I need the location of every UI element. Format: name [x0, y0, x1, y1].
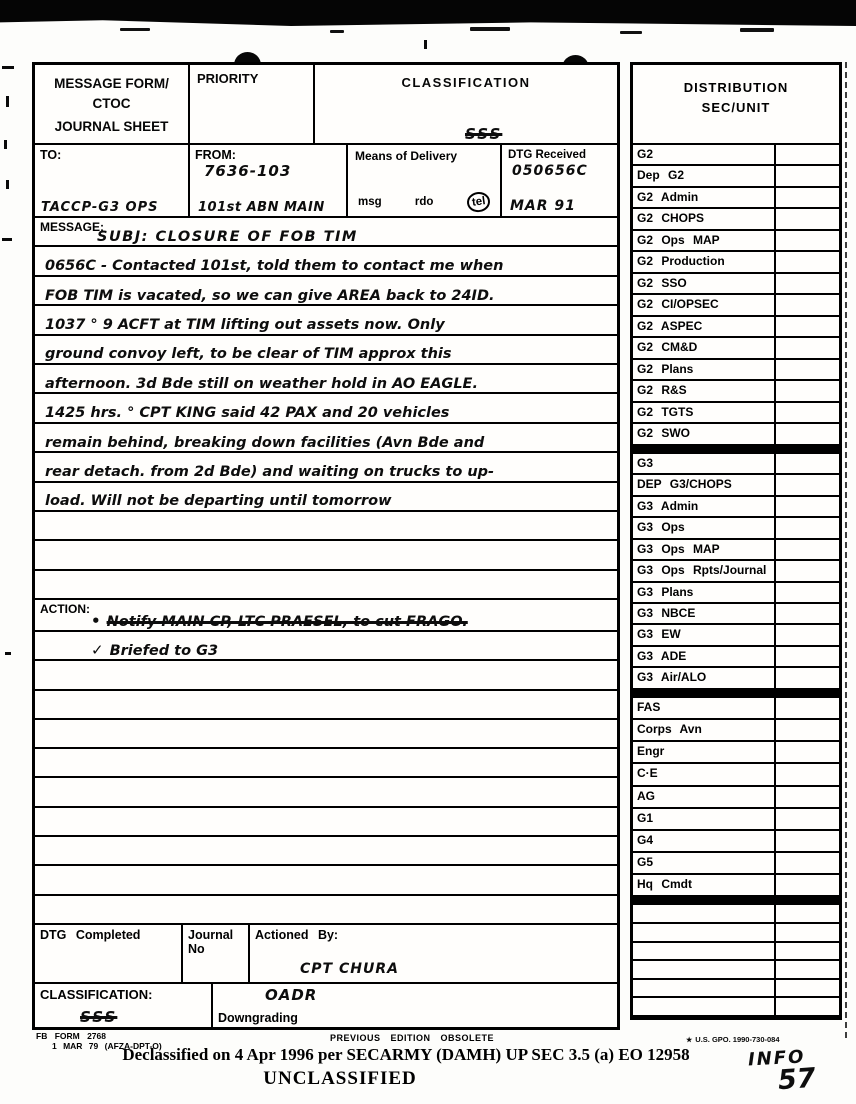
- distribution-checkbox-cell: [776, 274, 839, 294]
- form-id-line2: 1 MAR 79 (AFZA-DPT-O): [52, 1041, 162, 1051]
- handwritten-message-line: 1425 hrs. ° CPT KING said 42 PAX and 20 vehicles: [45, 405, 450, 422]
- distribution-row-label: Hq Cmdt: [633, 875, 776, 895]
- distribution-row-label: [633, 998, 776, 1015]
- journal-no-label: Journal No: [188, 928, 234, 956]
- action-line-row: [35, 808, 617, 837]
- distribution-row-label: [633, 943, 776, 960]
- distribution-row-label: G2 TGTS: [633, 403, 776, 423]
- handwritten-action-line: [45, 640, 219, 659]
- distribution-row-label: [633, 961, 776, 978]
- distribution-row: [633, 943, 839, 962]
- distribution-row-label: G2 SSO: [633, 274, 776, 294]
- form-dtg-row: [35, 925, 617, 984]
- distribution-row: [633, 742, 839, 764]
- gpo-note-text: U.S. GPO. 1990-730-084: [695, 1035, 780, 1044]
- distribution-row: [633, 454, 839, 475]
- message-rows: [35, 218, 617, 600]
- classification-handwritten: SSS: [465, 125, 503, 143]
- action-line-row: [35, 778, 617, 807]
- distribution-row-label: G3 Admin: [633, 497, 776, 516]
- action-line-row: [35, 632, 617, 661]
- action-line-row: [35, 691, 617, 720]
- distribution-row-label: Corps Avn: [633, 720, 776, 740]
- distribution-row: [633, 583, 839, 604]
- distribution-checkbox-cell: [776, 540, 839, 559]
- distribution-row: [633, 998, 839, 1017]
- distribution-row-label: C·E: [633, 764, 776, 784]
- distribution-checkbox-cell: [776, 764, 839, 784]
- distribution-row-label: G3: [633, 454, 776, 473]
- distribution-checkbox-cell: [776, 166, 839, 186]
- distribution-row: [633, 764, 839, 786]
- message-line-row: [35, 247, 617, 276]
- scan-artifact: [424, 40, 427, 49]
- distribution-row-label: G2 ASPEC: [633, 317, 776, 337]
- handwritten-message-line: rear detach. from 2d Bde) and waiting on trucks to up-: [45, 464, 495, 481]
- distribution-row-label: FAS: [633, 698, 776, 718]
- downgrading-label: Downgrading: [218, 1011, 298, 1025]
- distribution-row: [633, 381, 839, 403]
- distribution-checkbox-cell: [776, 403, 839, 423]
- distribution-row-label: G3 Air/ALO: [633, 668, 776, 687]
- message-line-row: [35, 424, 617, 453]
- handwritten-message-line: load. Will not be departing until tomorrow: [45, 493, 392, 510]
- classification-bottom-handwritten: SSS: [80, 1008, 118, 1026]
- message-line-row: [35, 306, 617, 335]
- distribution-checkbox-cell: [776, 338, 839, 358]
- bullet-icon: •: [91, 611, 101, 630]
- distribution-row: [633, 668, 839, 689]
- distribution-row-label: AG: [633, 787, 776, 807]
- distribution-checkbox-cell: [776, 698, 839, 718]
- distribution-checkbox-cell: [776, 853, 839, 873]
- distribution-row-label: G2 Plans: [633, 360, 776, 380]
- message-line-row: [35, 483, 617, 512]
- distribution-row: [633, 787, 839, 809]
- distribution-row-label: [633, 905, 776, 922]
- journal-no-cell: [183, 925, 250, 982]
- message-line-row: [35, 541, 617, 570]
- handwritten-message-line: 1037 ° 9 ACFT at TIM lifting out assets now. Only: [45, 317, 445, 334]
- message-line-row: [35, 512, 617, 541]
- scan-artifact: [6, 96, 9, 107]
- distribution-row-label: G3 NBCE: [633, 604, 776, 623]
- dtg-completed-label: DTG Completed: [40, 928, 141, 942]
- distribution-row-label: [633, 924, 776, 941]
- distribution-row: [633, 980, 839, 999]
- distribution-row-label: [633, 980, 776, 997]
- downgrading-cell: [213, 984, 617, 1027]
- form-title-line: CTOC: [92, 95, 131, 111]
- distribution-row-label: G2 CHOPS: [633, 209, 776, 229]
- distribution-row: [633, 875, 839, 897]
- distribution-checkbox-cell: [776, 317, 839, 337]
- previous-edition-note: PREVIOUS EDITION OBSOLETE: [330, 1033, 495, 1043]
- distribution-checkbox-cell: [776, 647, 839, 666]
- distribution-row-label: G4: [633, 831, 776, 851]
- distribution-checkbox-cell: [776, 188, 839, 208]
- handwritten-message-line: FOB TIM is vacated, so we can give AREA back to 24ID.: [45, 287, 495, 304]
- distribution-checkbox-cell: [776, 905, 839, 922]
- action-line-row: [35, 749, 617, 778]
- distribution-row: [633, 295, 839, 317]
- action-label: ACTION:: [40, 602, 90, 616]
- section-divider: [633, 897, 839, 905]
- scan-edge-line: [845, 62, 847, 1038]
- distribution-row: [633, 961, 839, 980]
- distribution-row: [633, 625, 839, 646]
- scan-artifact: [5, 652, 11, 655]
- distribution-row: [633, 604, 839, 625]
- info-number-handwritten: 57: [776, 1062, 817, 1097]
- distribution-row: [633, 475, 839, 496]
- distribution-row: [633, 647, 839, 668]
- scan-artifact: [330, 30, 344, 33]
- distribution-row: [633, 561, 839, 582]
- distribution-row-label: Dep G2: [633, 166, 776, 186]
- from-cell: [190, 145, 348, 216]
- distribution-row-label: G3 Plans: [633, 583, 776, 602]
- to-cell: [35, 145, 190, 216]
- distribution-row-label: G2 CM&D: [633, 338, 776, 358]
- distribution-row-label: G2 Admin: [633, 188, 776, 208]
- distribution-row: [633, 809, 839, 831]
- action-line-row: [35, 600, 617, 632]
- distribution-row: [633, 831, 839, 853]
- action-line-row: [35, 720, 617, 749]
- distribution-row: [633, 518, 839, 539]
- distribution-checkbox-cell: [776, 742, 839, 762]
- action-line-row: [35, 866, 617, 895]
- distribution-body: [633, 145, 839, 1017]
- distribution-row: [633, 720, 839, 742]
- scan-artifact: [470, 27, 510, 31]
- handwritten-message-line: SUBJ: CLOSURE OF FOB TIM: [97, 228, 358, 245]
- actioned-by-label: Actioned By:: [255, 928, 339, 942]
- action-line-row: [35, 837, 617, 866]
- distribution-checkbox-cell: [776, 209, 839, 229]
- distribution-row-label: G3 EW: [633, 625, 776, 644]
- distribution-row-label: G2 Ops MAP: [633, 231, 776, 251]
- scan-artifact: [740, 28, 774, 32]
- distribution-row: [633, 166, 839, 188]
- distribution-row: [633, 424, 839, 446]
- scan-artifact: [4, 140, 7, 149]
- distribution-checkbox-cell: [776, 625, 839, 644]
- star-icon: ★: [686, 1037, 693, 1044]
- dtg-received-label: DTG Received: [508, 149, 586, 161]
- distribution-row-label: G2: [633, 145, 776, 165]
- distribution-checkbox-cell: [776, 831, 839, 851]
- distribution-row-label: G2 Production: [633, 252, 776, 272]
- distribution-checkbox-cell: [776, 875, 839, 895]
- to-label: TO:: [40, 148, 62, 162]
- handwritten-message-line: afternoon. 3d Bde still on weather hold in AO EAGLE.: [45, 375, 478, 392]
- distribution-checkbox-cell: [776, 518, 839, 537]
- distribution-row-label: G3 ADE: [633, 647, 776, 666]
- downgrading-handwritten: OADR: [265, 986, 318, 1004]
- distribution-checkbox-cell: [776, 943, 839, 960]
- distribution-checkbox-cell: [776, 961, 839, 978]
- distribution-row-label: G3 Ops Rpts/Journal: [633, 561, 776, 580]
- classification-stamp: UNCLASSIFIED: [263, 1068, 417, 1089]
- action-line-row: [35, 896, 617, 925]
- message-section: [35, 218, 617, 600]
- from-handwritten-unit: 101st ABN MAIN: [198, 200, 325, 215]
- distribution-checkbox-cell: [776, 720, 839, 740]
- classification-cell: [315, 65, 617, 143]
- distribution-checkbox-cell: [776, 980, 839, 997]
- distribution-checkbox-cell: [776, 231, 839, 251]
- distribution-row: [633, 403, 839, 425]
- action-rows: [35, 600, 617, 925]
- action-section: [35, 600, 617, 925]
- distribution-row: [633, 905, 839, 924]
- message-line-row: [35, 394, 617, 423]
- action-line-row: [35, 661, 617, 690]
- distribution-checkbox-cell: [776, 787, 839, 807]
- section-divider: [633, 690, 839, 698]
- distribution-checkbox-cell: [776, 424, 839, 444]
- distribution-row-label: G2 CI/OPSEC: [633, 295, 776, 315]
- distribution-table: [630, 62, 842, 1020]
- distribution-header-line: SEC/UNIT: [701, 100, 771, 116]
- distribution-checkbox-cell: [776, 668, 839, 687]
- distribution-row-label: DEP G3/CHOPS: [633, 475, 776, 494]
- handwritten-message-line: ground convoy left, to be clear of TIM approx this: [45, 346, 452, 363]
- distribution-row: [633, 338, 839, 360]
- distribution-checkbox-cell: [776, 295, 839, 315]
- form-title-line: JOURNAL SHEET: [54, 119, 169, 135]
- message-form: [32, 62, 620, 1030]
- handwritten-message-line: 0656C - Contacted 101st, told them to contact me when: [45, 258, 504, 275]
- distribution-row: [633, 924, 839, 943]
- message-line-row: [35, 218, 617, 247]
- handwritten-message-line: remain behind, breaking down facilities (Avn Bde and: [45, 434, 485, 451]
- distribution-row-label: G5: [633, 853, 776, 873]
- message-line-row: [35, 571, 617, 600]
- distribution-checkbox-cell: [776, 252, 839, 272]
- distribution-checkbox-cell: [776, 583, 839, 602]
- means-of-delivery-label: Means of Delivery: [355, 149, 458, 163]
- delivery-option: rdo: [414, 196, 434, 208]
- message-line-row: [35, 277, 617, 306]
- distribution-row-label: G3 Ops MAP: [633, 540, 776, 559]
- classification-bottom-label: CLASSIFICATION:: [40, 987, 153, 1002]
- distribution-row-label: G3 Ops: [633, 518, 776, 537]
- form-classification-row: [35, 984, 617, 1027]
- scan-top-band: [0, 0, 856, 26]
- distribution-checkbox-cell: [776, 924, 839, 941]
- actioned-by-handwritten: CPT CHURA: [300, 961, 399, 977]
- distribution-row: [633, 317, 839, 339]
- checkmark-icon: ✓: [91, 640, 104, 659]
- action-text: Notify MAIN CP, LTC PRAESEL, to cut FRAGO.: [106, 613, 468, 630]
- distribution-row: [633, 497, 839, 518]
- scan-artifact: [2, 238, 12, 241]
- means-of-delivery-options: [348, 192, 500, 212]
- form-title-line: MESSAGE FORM/: [54, 76, 169, 91]
- distribution-checkbox-cell: [776, 604, 839, 623]
- classification-label: CLASSIFICATION: [401, 75, 531, 90]
- distribution-checkbox-cell: [776, 454, 839, 473]
- distribution-checkbox-cell: [776, 381, 839, 401]
- distribution-row-label: G2 SWO: [633, 424, 776, 444]
- from-label: FROM:: [195, 148, 236, 162]
- distribution-row: [633, 853, 839, 875]
- distribution-row: [633, 540, 839, 561]
- distribution-header: [633, 65, 839, 145]
- info-handwritten: INFO: [747, 1046, 806, 1071]
- distribution-row-label: Engr: [633, 742, 776, 762]
- declassified-note: Declassified on 4 Apr 1996 per SECARMY (DAMH) UP SEC 3.5 (a) EO 12958: [122, 1045, 690, 1064]
- form-header-row: [35, 65, 617, 145]
- classification-bottom-cell: [35, 984, 213, 1027]
- scan-artifact: [6, 180, 9, 189]
- distribution-row: [633, 231, 839, 253]
- distribution-row: [633, 274, 839, 296]
- distribution-row: [633, 209, 839, 231]
- distribution-row-label: G1: [633, 809, 776, 829]
- scan-artifact: [120, 28, 150, 31]
- section-divider: [633, 446, 839, 454]
- scan-artifact: [620, 31, 642, 34]
- distribution-checkbox-cell: [776, 497, 839, 516]
- distribution-row: [633, 188, 839, 210]
- means-of-delivery-cell: [348, 145, 502, 216]
- priority-cell: [190, 65, 315, 143]
- form-info-row: [35, 145, 617, 218]
- actioned-by-cell: [250, 925, 617, 982]
- distribution-row: [633, 252, 839, 274]
- message-line-row: [35, 336, 617, 365]
- distribution-checkbox-cell: [776, 360, 839, 380]
- gpo-note: [686, 1035, 780, 1044]
- distribution-checkbox-cell: [776, 145, 839, 165]
- scan-artifact: [2, 66, 14, 69]
- message-line-row: [35, 365, 617, 394]
- priority-label: PRIORITY: [197, 71, 259, 86]
- form-title: [35, 65, 190, 143]
- handwritten-action-line: [45, 611, 468, 630]
- distribution-row: [633, 360, 839, 382]
- dtg-received-handwritten: 050656C: [512, 163, 588, 179]
- distribution-row: [633, 698, 839, 720]
- message-label: MESSAGE:: [40, 220, 105, 234]
- distribution-checkbox-cell: [776, 475, 839, 494]
- from-handwritten-number: 7636-103: [204, 162, 292, 180]
- delivery-option-circled: tel: [465, 190, 491, 213]
- distribution-row: [633, 145, 839, 167]
- message-line-row: [35, 453, 617, 482]
- distribution-checkbox-cell: [776, 809, 839, 829]
- distribution-header-line: DISTRIBUTION: [683, 80, 789, 95]
- distribution-row-label: G2 R&S: [633, 381, 776, 401]
- to-handwritten: TACCP-G3 OPS: [41, 200, 159, 215]
- action-text: Briefed to G3: [109, 642, 219, 659]
- dtg-completed-cell: [35, 925, 183, 982]
- distribution-checkbox-cell: [776, 561, 839, 580]
- dtg-received-date-handwritten: MAR 91: [510, 198, 576, 214]
- delivery-option: msg: [358, 196, 382, 208]
- form-id-line1: FB FORM 2768: [36, 1031, 106, 1041]
- distribution-checkbox-cell: [776, 998, 839, 1015]
- dtg-received-cell: [502, 145, 617, 216]
